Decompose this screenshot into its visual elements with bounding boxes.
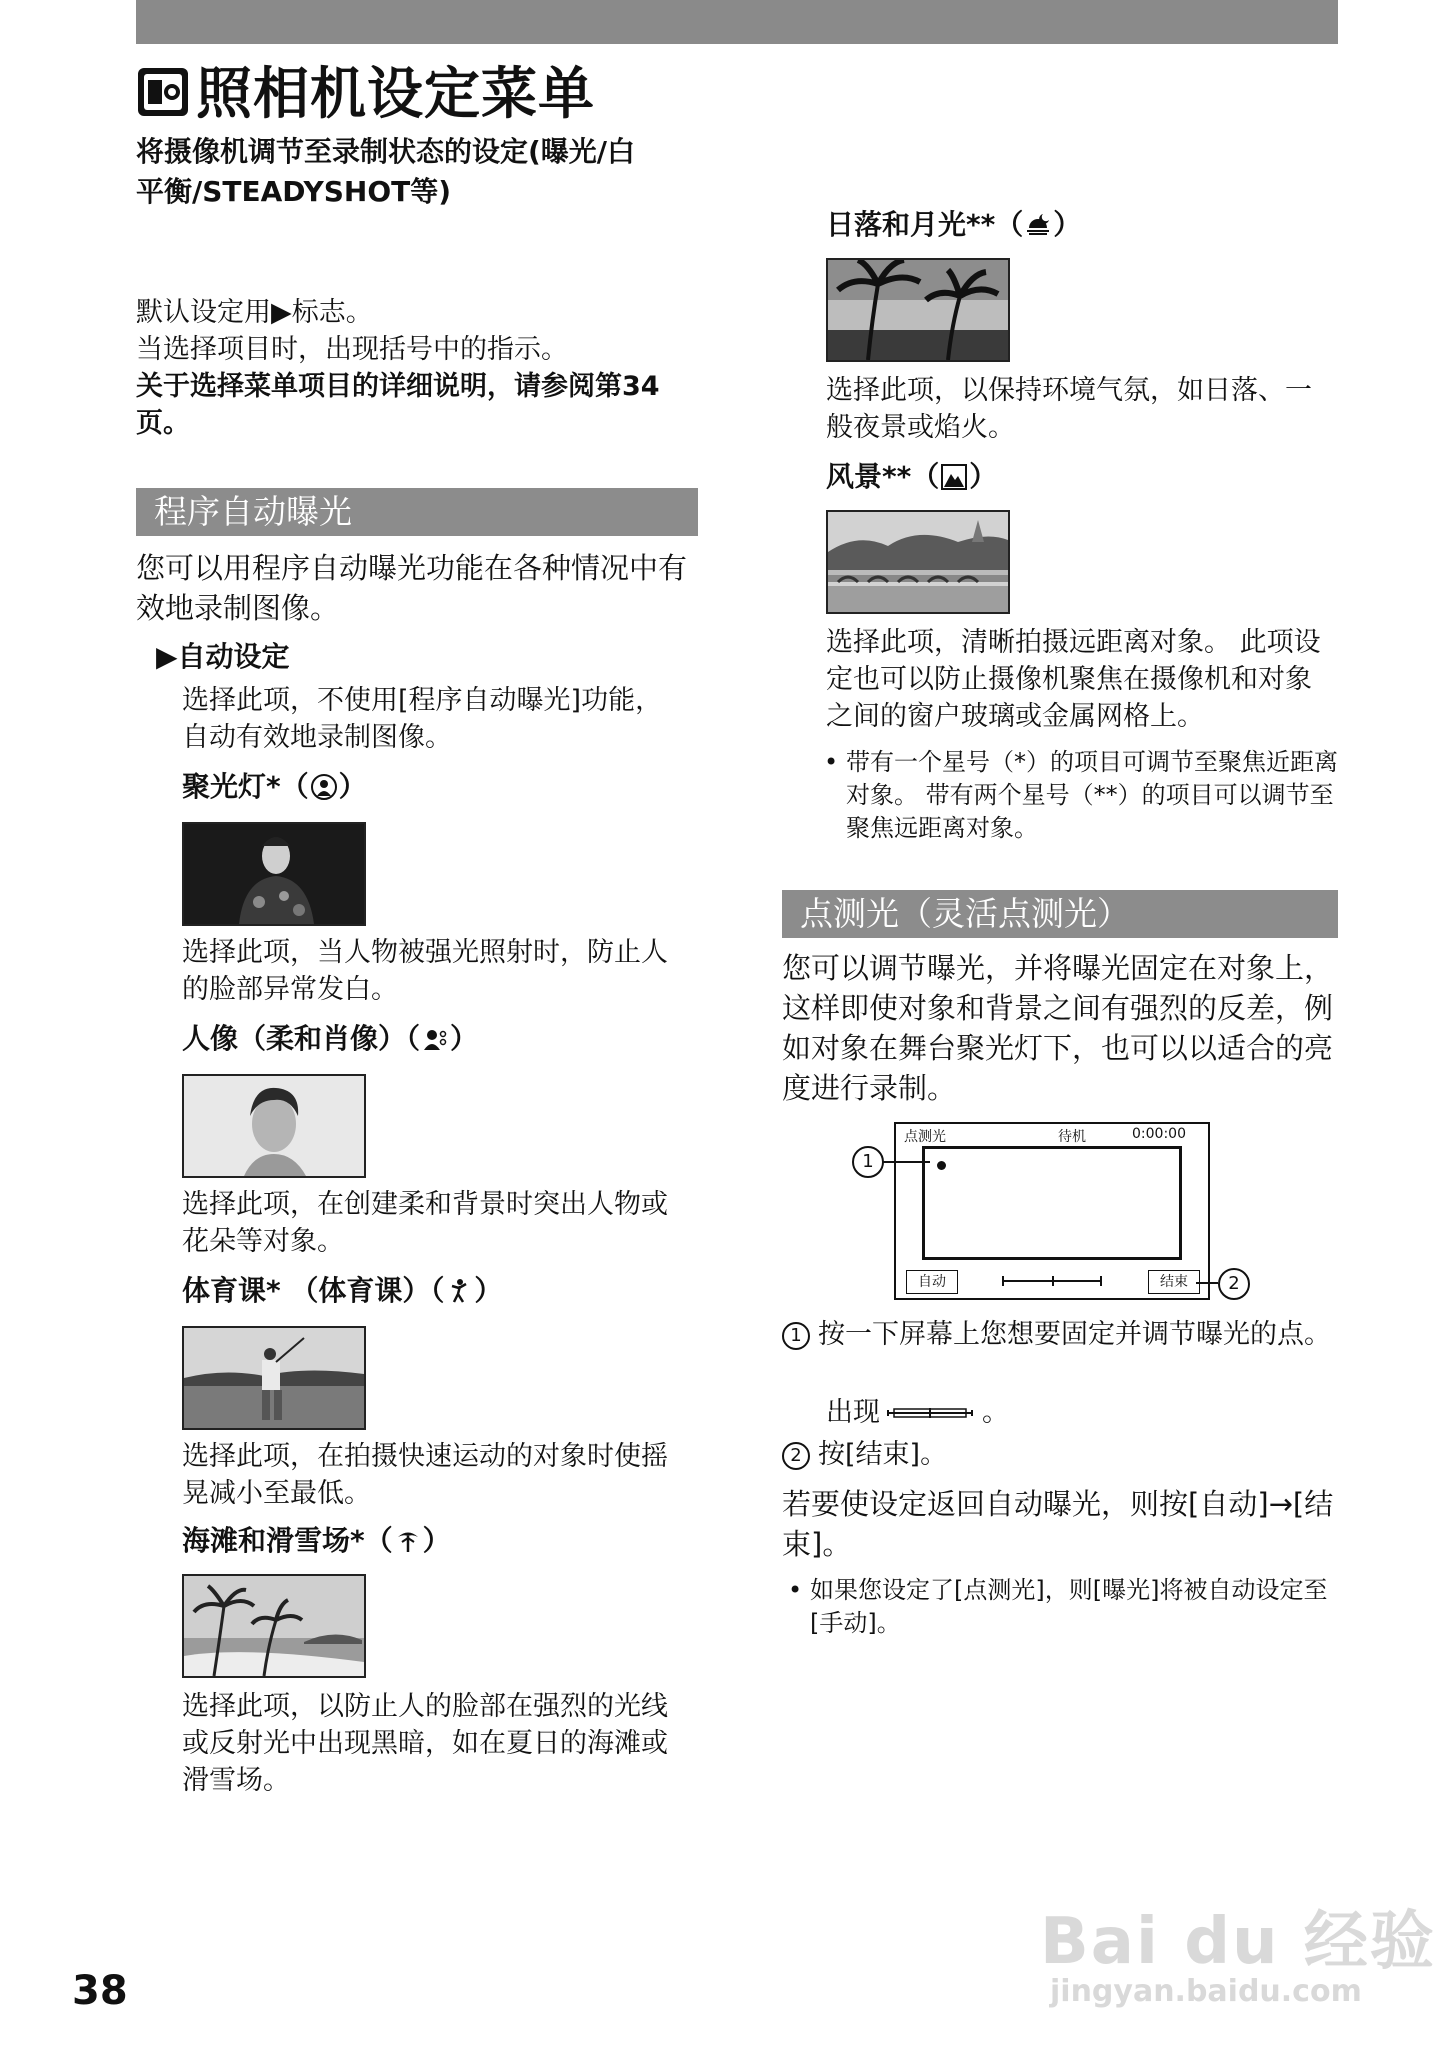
spot-meter-description: 您可以调节曝光，并将曝光固定在对象上，这样即使对象和背景之间有强烈的反差，例如对象在舞台聚光灯下，也可以以适合的亮度进行录制。 (782, 951, 1334, 1105)
exposure-bar-icon (886, 1405, 976, 1421)
item-title-spotlight: 聚光灯*（ ） (182, 770, 367, 803)
return-instruction: 若要使设定返回自动曝光，则按[自动]→[结束]。 (782, 1487, 1334, 1561)
lcd-screen-diagram (894, 1122, 1210, 1300)
portrait-icon (422, 1026, 448, 1052)
callout-2-leader (1196, 1282, 1218, 1284)
landscape-icon (941, 464, 967, 490)
title-text: 照相机设定菜单 (196, 62, 595, 127)
exposure-bar (1002, 1276, 1102, 1286)
bullet-icon: • (788, 1576, 803, 1604)
item-desc-portrait: 选择此项，在创建柔和背景时突出人物或花朵等对象。 (182, 1189, 668, 1257)
item-title-landscape: 风景**（ ） (826, 460, 998, 493)
section-heading-spot-meter: 点测光（灵活点测光） (782, 890, 1338, 938)
intro (136, 294, 696, 442)
callout-1: 1 (852, 1146, 884, 1178)
bullet-icon: • (824, 748, 839, 776)
item-desc-auto: 选择此项，不使用[程序自动曝光]功能，自动有效地录制图像。 (182, 685, 663, 753)
auto-button[interactable]: 自动 (906, 1270, 958, 1294)
photo-spotlight (182, 822, 366, 926)
photo-sunset (826, 258, 1010, 362)
lcd-status: 待机 (1058, 1129, 1086, 1145)
callout-1-leader (882, 1161, 930, 1163)
section-heading-program-ae: 程序自动曝光 (136, 488, 698, 536)
step-1-number: 1 (782, 1322, 810, 1350)
lcd-mode-label: 点测光 (904, 1129, 946, 1145)
star-note: • 带有一个星号（*）的项目可调节至聚焦近距离对象。 带有两个星号（**）的项目可以调节至聚焦远距离对象。 (824, 748, 1338, 842)
item-desc-beach-ski: 选择此项，以防止人的脸部在强烈的光线或反射光中出现黑暗，如在夏日的海滩或滑雪场。 (182, 1691, 668, 1796)
step-2: 2 按[结束]。 (782, 1436, 947, 1473)
end-button[interactable]: 结束 (1148, 1270, 1200, 1294)
intro-line-indicator: 当选择项目时，出现括号中的指示。 (136, 334, 568, 365)
page-subtitle: 将摄像机调节至录制状态的设定(曝光/白平衡/STEADYSHOT等) (136, 135, 636, 208)
header-bar (136, 0, 1338, 44)
item-desc-sunset-moon: 选择此项，以保持环境气氛，如日落、一般夜景或焰火。 (826, 375, 1312, 443)
photo-beach (182, 1574, 366, 1678)
item-title-sports: 体育课* （体育课）（ ） (182, 1274, 503, 1307)
spot-point (937, 1161, 946, 1170)
lcd-frame[interactable] (922, 1146, 1182, 1260)
item-title-auto: ▶自动设定 (156, 640, 290, 673)
program-ae-description: 您可以用程序自动曝光功能在各种情况中有效地录制图像。 (136, 551, 688, 625)
default-marker: ▶ (156, 640, 178, 673)
camera-icon (136, 60, 190, 120)
watermark-url: jingyan.baidu.com (1050, 1974, 1362, 2009)
photo-portrait (182, 1074, 366, 1178)
item-desc-landscape: 选择此项，清晰拍摄远距离对象。 此项设定也可以防止摄像机聚焦在摄像机和对象之间的窗户玻璃或金属网格上。 (826, 627, 1321, 732)
photo-sports (182, 1326, 366, 1430)
watermark-logo: Bai du 经验 (1040, 1905, 1436, 1979)
item-title-sunset-moon: 日落和月光**（ ） (826, 208, 1082, 241)
page-number: 38 (72, 1968, 128, 2014)
step-1: 1 按一下屏幕上您想要固定并调节曝光的点。 (782, 1316, 1338, 1353)
step-2-number: 2 (782, 1442, 810, 1470)
sports-icon (446, 1278, 472, 1304)
spotlight-icon (311, 774, 337, 800)
sunset-moon-icon (1025, 212, 1051, 238)
step-1-appear: 出现 。 (826, 1397, 1009, 1428)
item-desc-sports: 选择此项，在拍摄快速运动的对象时使摇晃减小至最低。 (182, 1441, 668, 1509)
item-desc-spotlight: 选择此项，当人物被强光照射时，防止人的脸部异常发白。 (182, 937, 668, 1005)
page-title (136, 54, 595, 126)
lcd-timecode: 0:00:00 (1132, 1126, 1186, 1142)
intro-line-default: 默认设定用▶标志。 (136, 297, 373, 328)
photo-landscape (826, 510, 1010, 614)
intro-line-reference: 关于选择菜单项目的详细说明，请参阅第34页。 (136, 371, 660, 439)
item-title-portrait: 人像（柔和肖像）（ ） (182, 1022, 479, 1055)
beach-ski-icon (395, 1528, 421, 1554)
callout-2: 2 (1218, 1268, 1250, 1300)
spot-meter-note: • 如果您设定了[点测光]，则[曝光]将被自动设定至[手动]。 (788, 1576, 1328, 1637)
item-title-beach-ski: 海滩和滑雪场*（ ） (182, 1524, 451, 1557)
